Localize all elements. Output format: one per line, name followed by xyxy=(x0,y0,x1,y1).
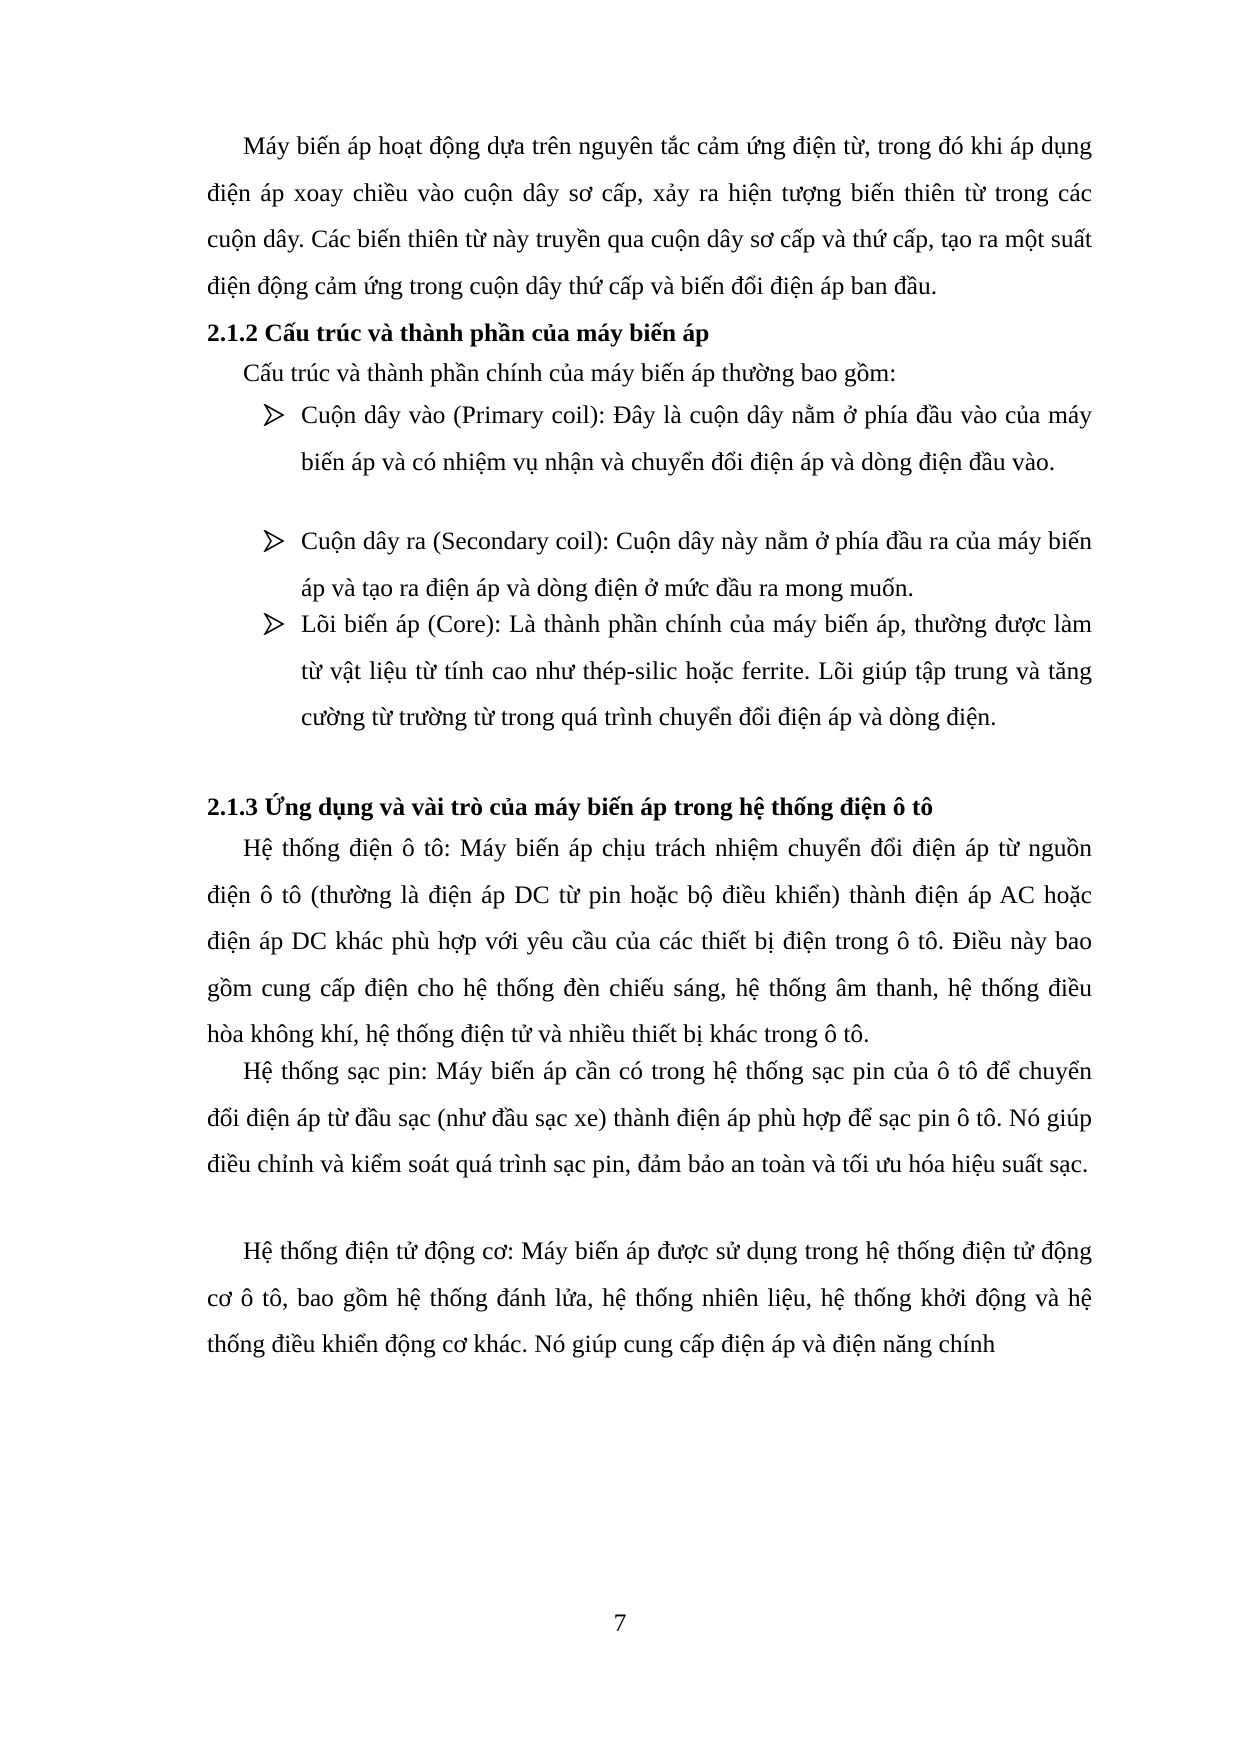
arrowhead-bullet-icon xyxy=(263,392,293,426)
list-item xyxy=(263,518,1092,611)
section-heading-2-1-3: 2.1.3 Ứng dụng và vài trò của máy biến áp trong hệ thống điện ô tô xyxy=(207,792,934,821)
arrowhead-bullet-icon xyxy=(263,601,293,635)
list-item-text: Cuộn dây vào (Primary coil): Đây là cuộn dây nằm ở phía đầu vào của máy biến áp và có nhiệm vụ nhận và chuyển đổi điện áp và dòng điện đầu vào. xyxy=(301,400,1092,476)
list-item xyxy=(263,601,1092,741)
body-paragraph: Hệ thống điện ô tô: Máy biến áp chịu trách nhiệm chuyển đổi điện áp từ nguồn điện ô tô (thường là điện áp DC từ pin hoặc bộ điều khiển) thành điện áp AC hoặc điện áp DC khác phù hợp với yêu cầu của các thiết bị điện trong ô tô. Điều này bao gồm cung cấp điện cho hệ thống đèn chiếu sáng, hệ thống âm thanh, hệ thống điều hòa không khí, hệ thống điện tử và nhiều thiết bị khác trong ô tô. xyxy=(207,833,1092,1048)
intro-paragraph: Máy biến áp hoạt động dựa trên nguyên tắc cảm ứng điện từ, trong đó khi áp dụng điện áp xoay chiều vào cuộn dây sơ cấp, xảy ra hiện tượng biến thiên từ trong các cuộn dây. Các biến thiên từ này truyền qua cuộn dây sơ cấp và thứ cấp, tạo ra một suất điện động cảm ứng trong cuộn dây thứ cấp và biến đổi điện áp ban đầu. xyxy=(207,131,1092,300)
section-lead-paragraph: Cấu trúc và thành phần chính của máy biến áp thường bao gồm: xyxy=(243,358,897,387)
list-item xyxy=(263,392,1092,485)
body-paragraph: Hệ thống điện tử động cơ: Máy biến áp được sử dụng trong hệ thống điện tử động cơ ô tô, bao gồm hệ thống đánh lửa, hệ thống nhiên liệu, hệ thống khởi động và hệ thống điều khiển động cơ khác. Nó giúp cung cấp điện áp và điện năng chính xyxy=(207,1236,1092,1358)
page-number: 7 xyxy=(613,1608,627,1637)
body-paragraph: Hệ thống sạc pin: Máy biến áp cần có trong hệ thống sạc pin của ô tô để chuyển đổi điện áp từ đầu sạc (như đầu sạc xe) thành điện áp phù hợp để sạc pin ô tô. Nó giúp điều chỉnh và kiểm soát quá trình sạc pin, đảm bảo an toàn và tối ưu hóa hiệu suất sạc. xyxy=(207,1056,1092,1178)
arrowhead-bullet-icon xyxy=(263,518,293,552)
section-heading-2-1-2: 2.1.2 Cấu trúc và thành phần của máy biến áp xyxy=(207,318,710,347)
list-item-text: Lõi biến áp (Core): Là thành phần chính của máy biến áp, thường được làm từ vật liệu từ tính cao như thép-silic hoặc ferrite. Lõi giúp tập trung và tăng cường từ trường từ trong quá trình chuyển đổi điện áp và dòng điện. xyxy=(301,609,1092,731)
list-item-text: Cuộn dây ra (Secondary coil): Cuộn dây này nằm ở phía đầu ra của máy biến áp và tạo ra điện áp và dòng điện ở mức đầu ra mong muốn. xyxy=(301,526,1092,602)
